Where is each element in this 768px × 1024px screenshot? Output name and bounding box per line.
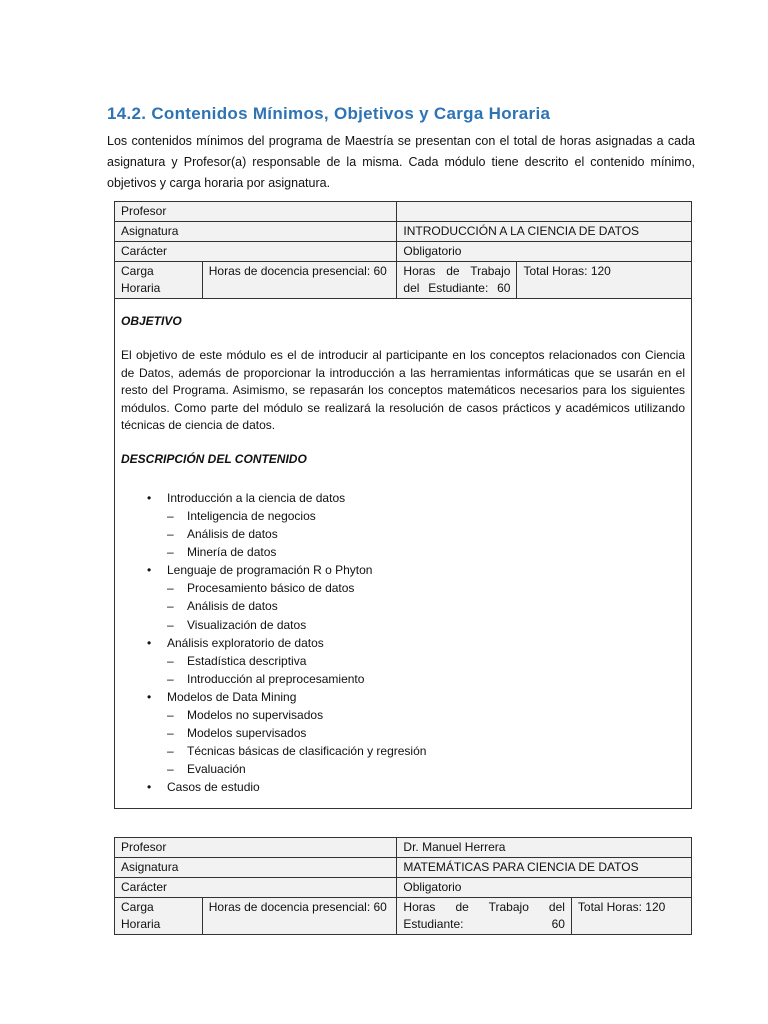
list-item: – Introducción al preprocesamiento bbox=[121, 670, 685, 688]
module2-total-horas: Total Horas: 120 bbox=[571, 898, 691, 935]
module1-profesor-label: Profesor bbox=[115, 202, 397, 222]
list-item: – Análisis de datos bbox=[121, 525, 685, 543]
list-item: – Estadística descriptiva bbox=[121, 652, 685, 670]
module1-profesor-value bbox=[397, 202, 692, 222]
descripcion-title: DESCRIPCIÓN DEL CONTENIDO bbox=[121, 452, 307, 467]
module1-asignatura-value: INTRODUCCIÓN A LA CIENCIA DE DATOS bbox=[397, 222, 692, 242]
module2-horas-estudiante: Horas de Trabajo del Estudiante: 60 bbox=[397, 898, 572, 935]
topics-list bbox=[121, 489, 685, 797]
list-item: • Introducción a la ciencia de datos bbox=[121, 489, 685, 507]
module2-horas-presencial: Horas de docencia presencial: 60 bbox=[202, 898, 397, 935]
module2-caracter-value: Obligatorio bbox=[397, 878, 692, 898]
module2-profesor-value: Dr. Manuel Herrera bbox=[397, 838, 692, 858]
module1-total-horas: Total Horas: 120 bbox=[517, 262, 692, 299]
module2-asignatura-label: Asignatura bbox=[115, 858, 397, 878]
module1-table bbox=[114, 201, 692, 809]
module1-caracter-value: Obligatorio bbox=[397, 242, 692, 262]
module2-profesor-label: Profesor bbox=[115, 838, 397, 858]
list-item: – Minería de datos bbox=[121, 543, 685, 561]
module2-carga-label: Carga Horaria bbox=[115, 898, 203, 935]
module1-horas-presencial: Horas de docencia presencial: 60 bbox=[202, 262, 397, 299]
list-item: – Modelos no supervisados bbox=[121, 706, 685, 724]
module1-horas-estudiante: Horas de Trabajo del Estudiante: 60 bbox=[397, 262, 517, 299]
list-item: – Inteligencia de negocios bbox=[121, 507, 685, 525]
list-item: – Análisis de datos bbox=[121, 597, 685, 615]
module2-caracter-label: Carácter bbox=[115, 878, 397, 898]
module1-caracter-label: Carácter bbox=[115, 242, 397, 262]
section-heading: 14.2. Contenidos Mínimos, Objetivos y Carga Horaria bbox=[107, 104, 551, 123]
module2-table bbox=[114, 837, 692, 935]
module1-asignatura-label: Asignatura bbox=[115, 222, 397, 242]
module2-asignatura-value: MATEMÁTICAS PARA CIENCIA DE DATOS bbox=[397, 858, 692, 878]
intro-paragraph: Los contenidos mínimos del programa de Maestría se presentan con el total de horas asignadas a cada asignatura y Profesor(a) responsable de la misma. Cada módulo tiene descrito el contenido mínimo, objetivos y carga horaria por asignatura. bbox=[107, 134, 695, 190]
objetivo-text: El objetivo de este módulo es el de introducir al participante en los conceptos relacionados con Ciencia de Datos, además de proporcionar la introducción a las herramientas informáticas que se usarán en el resto del Programa. Asimismo, se repasarán los conceptos matemáticos necesarios para los siguientes módulos. Como parte del módulo se realizará la resolución de casos prácticos y académicos utilizando técnicas de ciencia de datos. bbox=[121, 348, 685, 433]
list-item: – Visualización de datos bbox=[121, 616, 685, 634]
list-item: • Modelos de Data Mining bbox=[121, 688, 685, 706]
list-item: • Análisis exploratorio de datos bbox=[121, 634, 685, 652]
list-item: – Evaluación bbox=[121, 760, 685, 778]
list-item: – Modelos supervisados bbox=[121, 724, 685, 742]
list-item: – Técnicas básicas de clasificación y regresión bbox=[121, 742, 685, 760]
objetivo-title: OBJETIVO bbox=[121, 314, 182, 328]
list-item: • Lenguaje de programación R o Phyton bbox=[121, 561, 685, 579]
list-item: • Casos de estudio bbox=[121, 778, 685, 796]
module1-carga-label: Carga Horaria bbox=[115, 262, 203, 299]
list-item: – Procesamiento básico de datos bbox=[121, 579, 685, 597]
module1-content-cell bbox=[115, 299, 692, 809]
